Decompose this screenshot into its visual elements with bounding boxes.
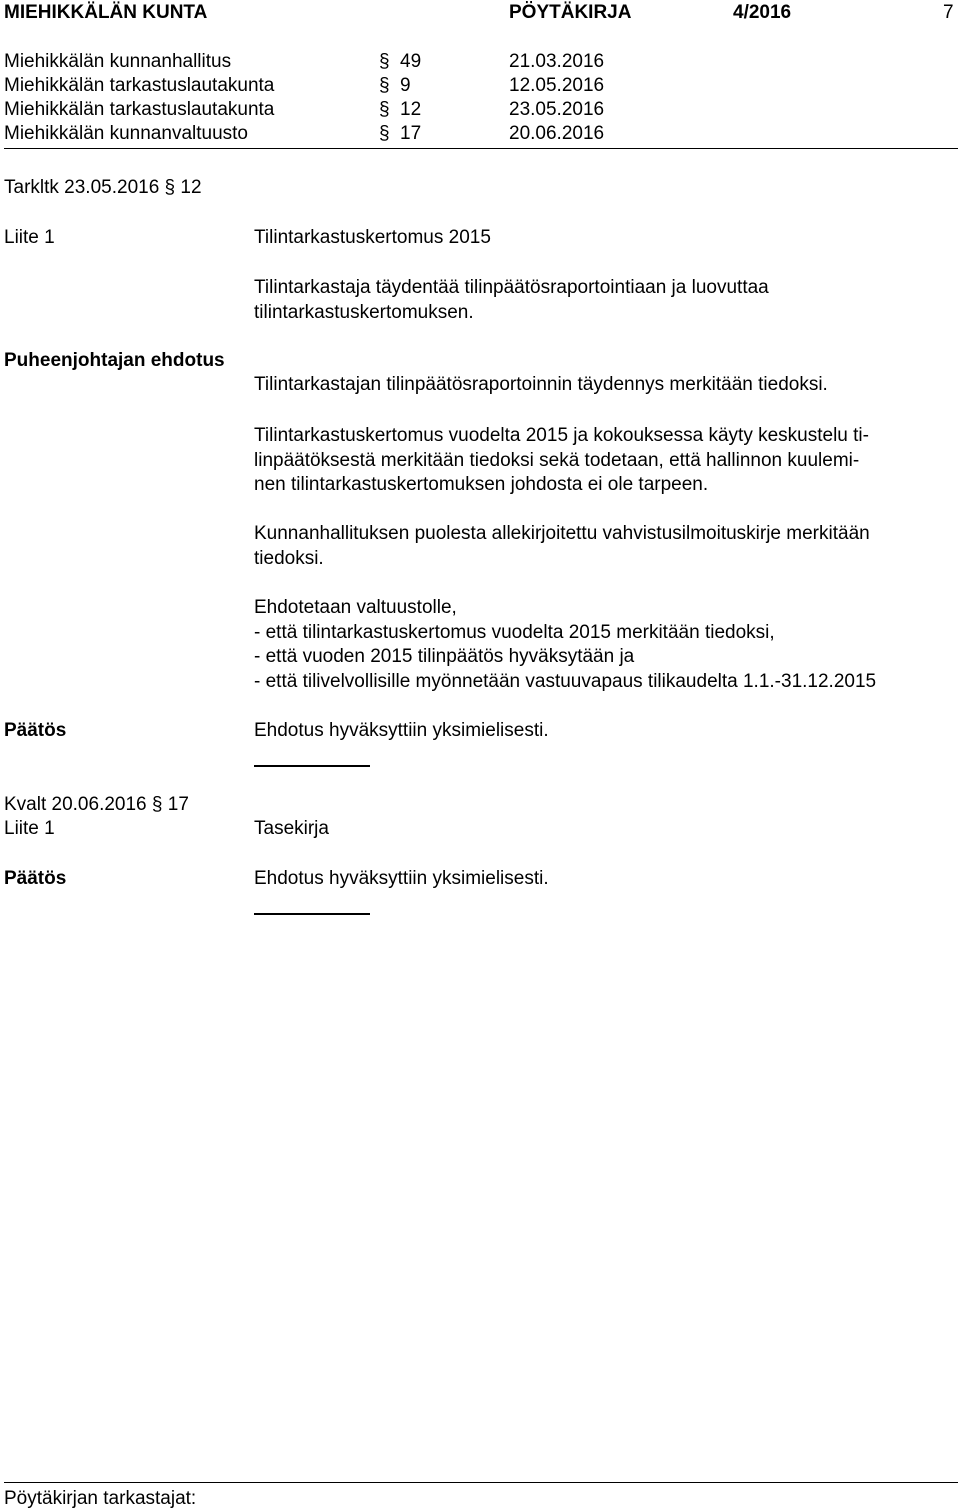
history-body: Miehikkälän kunnanhallitus	[4, 51, 232, 72]
tarkltk-ref	[4, 177, 202, 199]
proposal-text: Tilintarkastajan tilinpäätösraportoinnin täydennys merkitään tiedoksi.	[254, 374, 828, 395]
history-num: 17	[400, 123, 422, 144]
decision-text: Ehdotus hyväksyttiin yksimielisesti.	[254, 720, 549, 741]
decision-label: Päätös	[4, 868, 67, 889]
decision-text: Ehdotus hyväksyttiin yksimielisesti.	[254, 868, 549, 889]
text-line: - että tilivelvollisille myönnetään vastuuvapaus tilikaudelta 1.1.-31.12.2015	[254, 670, 877, 692]
kvalt-ref-num: 17	[167, 794, 189, 815]
history-num: 49	[400, 51, 422, 72]
header-doc-number: 4/2016	[733, 2, 792, 23]
history-body: Miehikkälän kunnanvaltuusto	[4, 123, 248, 144]
history-body: Miehikkälän tarkastuslautakunta	[4, 99, 275, 120]
footer-divider	[4, 1482, 958, 1483]
text-line: tilintarkastuskertomuksen.	[254, 301, 474, 323]
paragraph-2	[254, 522, 954, 571]
text-line: nen tilintarkastuskertomuksen johdosta ei ole tarpeen.	[254, 474, 709, 495]
history-body: Miehikkälän tarkastuslautakunta	[4, 75, 275, 96]
text-line: Ehdotetaan valtuustolle,	[254, 597, 457, 618]
section-sign: §	[379, 51, 390, 72]
text-line: Tilintarkastuskertomus vuodelta 2015 ja kokouksessa käyty keskustelu ti-	[254, 425, 869, 446]
attachment-label: Liite 1	[4, 818, 55, 839]
tarkltk-ref-num: 12	[180, 177, 202, 198]
attachment-label: Liite 1	[4, 227, 55, 248]
decision-label: Päätös	[4, 720, 67, 741]
footer-label: Pöytäkirjan tarkastajat:	[4, 1488, 197, 1509]
header-doc-type: PÖYTÄKIRJA	[509, 2, 632, 23]
history-date: 21.03.2016	[509, 51, 605, 72]
history-num: 12	[400, 99, 422, 120]
history-divider	[4, 148, 958, 149]
kvalt-ref-prefix: Kvalt 20.06.2016	[4, 794, 147, 815]
text-line: - että tilintarkastuskertomus vuodelta 2015 merkitään tiedoksi,	[254, 621, 775, 643]
text-line: Tilintarkastaja täydentää tilinpäätösraportointiaan ja luovuttaa	[254, 277, 769, 298]
header-org: MIEHIKKÄLÄN KUNTA	[4, 2, 208, 23]
header-page-number: 7	[943, 2, 954, 23]
text-line: tiedoksi.	[254, 547, 324, 569]
text-line: - että vuoden 2015 tilinpäätös hyväksytään ja	[254, 646, 635, 667]
paragraph-3	[254, 596, 954, 694]
text-line: linpäätöksestä merkitään tiedoksi sekä todetaan, että hallinnon kuulemi-	[254, 449, 860, 471]
section-sign: §	[379, 75, 390, 96]
intro-text	[254, 276, 954, 325]
history-date: 23.05.2016	[509, 99, 605, 120]
history-date: 12.05.2016	[509, 75, 605, 96]
history-date: 20.06.2016	[509, 123, 605, 144]
tarkltk-ref-prefix: Tarkltk 23.05.2016	[4, 177, 160, 198]
section-sign: §	[151, 794, 163, 815]
section-sign: §	[379, 99, 390, 120]
kvalt-ref	[4, 794, 189, 816]
section-sign: §	[164, 177, 176, 198]
attachment-title: Tilintarkastuskertomus 2015	[254, 227, 491, 248]
history-num: 9	[400, 75, 411, 96]
section-end-rule	[254, 913, 370, 915]
text-line: Kunnanhallituksen puolesta allekirjoitettu vahvistusilmoituskirje merkitään	[254, 523, 870, 544]
section-sign: §	[379, 123, 390, 144]
proposal-label: Puheenjohtajan ehdotus	[4, 350, 225, 371]
attachment-title: Tasekirja	[254, 818, 329, 839]
paragraph-1	[254, 424, 954, 498]
section-end-rule	[254, 765, 370, 767]
